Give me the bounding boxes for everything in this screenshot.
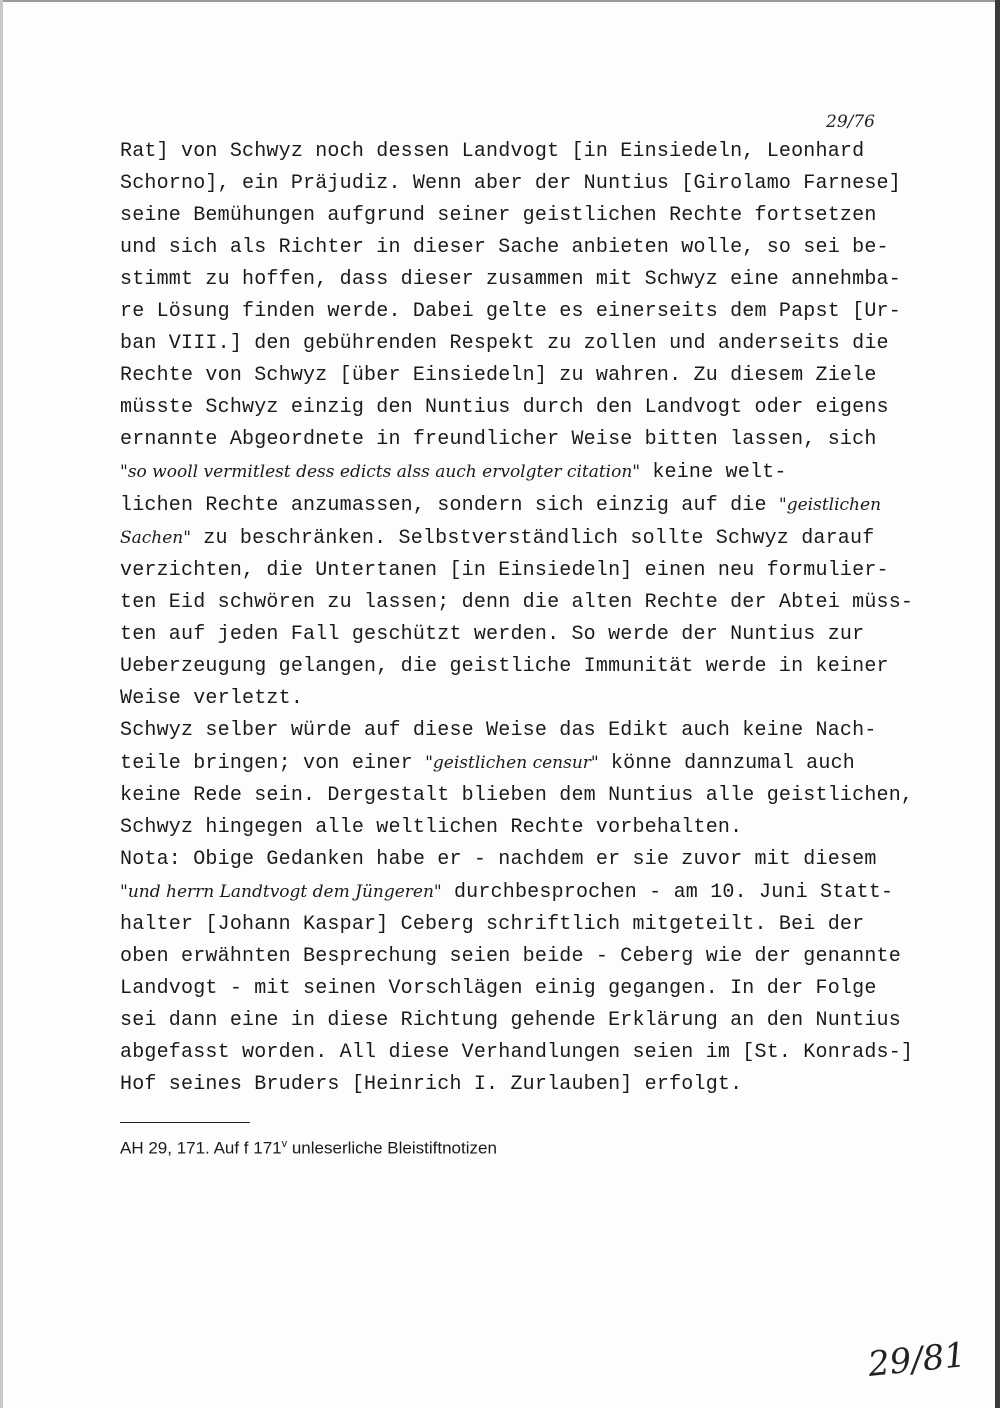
text-segment: Nota: Obige Gedanken habe er - nachdem er sie zuvor mit diesem	[120, 848, 877, 871]
scan-top-edge	[0, 0, 1000, 2]
text-segment: Hof seines Bruders [Heinrich I. Zurlauben] erfolgt.	[120, 1073, 743, 1096]
text-segment: keine welt-	[640, 461, 787, 484]
text-line	[120, 1069, 920, 1101]
text-line	[120, 392, 920, 424]
footnote-superscript: v	[281, 1138, 288, 1150]
text-segment: könne dannzumal auch	[598, 752, 855, 775]
page-reference: 29/76	[826, 112, 875, 132]
text-line	[120, 168, 920, 200]
text-line	[120, 1005, 920, 1037]
footnote	[120, 1130, 497, 1163]
quoted-source-text: "und herrn Landtvogt dem Jüngeren"	[120, 882, 442, 902]
text-segment: Rat] von Schwyz noch dessen Landvogt [in Einsiedeln, Leonhard	[120, 140, 865, 163]
text-line	[120, 360, 920, 392]
text-line	[120, 555, 920, 587]
text-line	[120, 456, 920, 489]
text-line	[120, 941, 920, 973]
text-line	[120, 328, 920, 360]
quoted-source-text: "geistlichen censur"	[425, 753, 599, 773]
scan-right-edge	[995, 0, 1000, 1408]
text-line	[120, 200, 920, 232]
text-segment: ten Eid schwören zu lassen; denn die alten Rechte der Abtei müss-	[120, 591, 914, 614]
text-segment: oben erwähnten Besprechung seien beide - Ceberg wie der genannte	[120, 945, 901, 968]
text-line	[120, 136, 920, 168]
text-line	[120, 651, 920, 683]
text-segment: verzichten, die Untertanen [in Einsiedeln] einen neu formulier-	[120, 559, 889, 582]
footnote-text: AH 29, 171. Auf f 171	[120, 1138, 282, 1158]
text-segment: durchbesprochen - am 10. Juni Statt-	[441, 881, 894, 904]
text-segment: Rechte von Schwyz [über Einsiedeln] zu wahren. Zu diesem Ziele	[120, 364, 877, 387]
text-segment: keine Rede sein. Dergestalt blieben dem Nuntius alle geistlichen,	[120, 784, 914, 807]
text-line	[120, 264, 920, 296]
text-line	[120, 587, 920, 619]
text-segment: ernannte Abgeordnete in freundlicher Weise bitten lassen, sich	[120, 428, 877, 451]
text-line	[120, 876, 920, 909]
text-segment: ten auf jeden Fall geschützt werden. So werde der Nuntius zur	[120, 623, 865, 646]
text-segment: Weise verletzt.	[120, 687, 304, 710]
text-segment: zu beschränken. Selbstverständlich sollte Schwyz darauf	[191, 527, 875, 550]
text-segment: seine Bemühungen aufgrund seiner geistlichen Rechte fortsetzen	[120, 204, 877, 227]
text-line	[120, 780, 920, 812]
text-segment: stimmt zu hoffen, dass dieser zusammen mit Schwyz eine annehmba-	[120, 268, 901, 291]
text-segment: Schorno], ein Präjudiz. Wenn aber der Nuntius [Girolamo Farnese]	[120, 172, 901, 195]
handwritten-page-number: 29/81	[866, 1334, 968, 1386]
text-segment: teile bringen; von einer	[120, 752, 426, 775]
text-line	[120, 683, 920, 715]
quoted-source-text: "so wooll vermitlest dess edicts alss auch ervolgter citation"	[120, 462, 641, 482]
text-line	[120, 424, 920, 456]
text-line	[120, 973, 920, 1005]
text-line	[120, 619, 920, 651]
text-segment: müsste Schwyz einzig den Nuntius durch den Landvogt oder eigens	[120, 396, 889, 419]
text-segment: abgefasst worden. All diese Verhandlungen seien im [St. Konrads-]	[120, 1041, 914, 1064]
text-line	[120, 715, 920, 747]
text-segment: ban VIII.] den gebührenden Respekt zu zollen und anderseits die	[120, 332, 889, 355]
text-line	[120, 522, 920, 555]
text-segment: Schwyz selber würde auf diese Weise das Edikt auch keine Nach-	[120, 719, 877, 742]
text-line	[120, 909, 920, 941]
scan-left-edge	[0, 0, 3, 1408]
quoted-source-text: Sachen"	[120, 528, 192, 548]
text-segment: sei dann eine in diese Richtung gehende Erklärung an den Nuntius	[120, 1009, 901, 1032]
text-segment: Schwyz hingegen alle weltlichen Rechte vorbehalten.	[120, 816, 743, 839]
text-line	[120, 1037, 920, 1069]
footnote-text-end: unleserliche Bleistiftnotizen	[287, 1138, 497, 1158]
quoted-source-text: "geistlichen	[778, 495, 882, 515]
text-segment: re Lösung finden werde. Dabei gelte es einerseits dem Papst [Ur-	[120, 300, 901, 323]
text-line	[120, 812, 920, 844]
footnote-rule	[120, 1122, 250, 1123]
text-line	[120, 489, 920, 522]
text-line	[120, 296, 920, 328]
text-line	[120, 747, 920, 780]
text-line	[120, 232, 920, 264]
text-line	[120, 844, 920, 876]
text-segment: Ueberzeugung gelangen, die geistliche Immunität werde in keiner	[120, 655, 889, 678]
text-segment: Landvogt - mit seinen Vorschlägen einig gegangen. In der Folge	[120, 977, 877, 1000]
body-text	[120, 136, 920, 1101]
text-segment: lichen Rechte anzumassen, sondern sich einzig auf die	[120, 494, 779, 517]
text-segment: halter [Johann Kaspar] Ceberg schriftlich mitgeteilt. Bei der	[120, 913, 865, 936]
text-segment: und sich als Richter in dieser Sache anbieten wolle, so sei be-	[120, 236, 889, 259]
